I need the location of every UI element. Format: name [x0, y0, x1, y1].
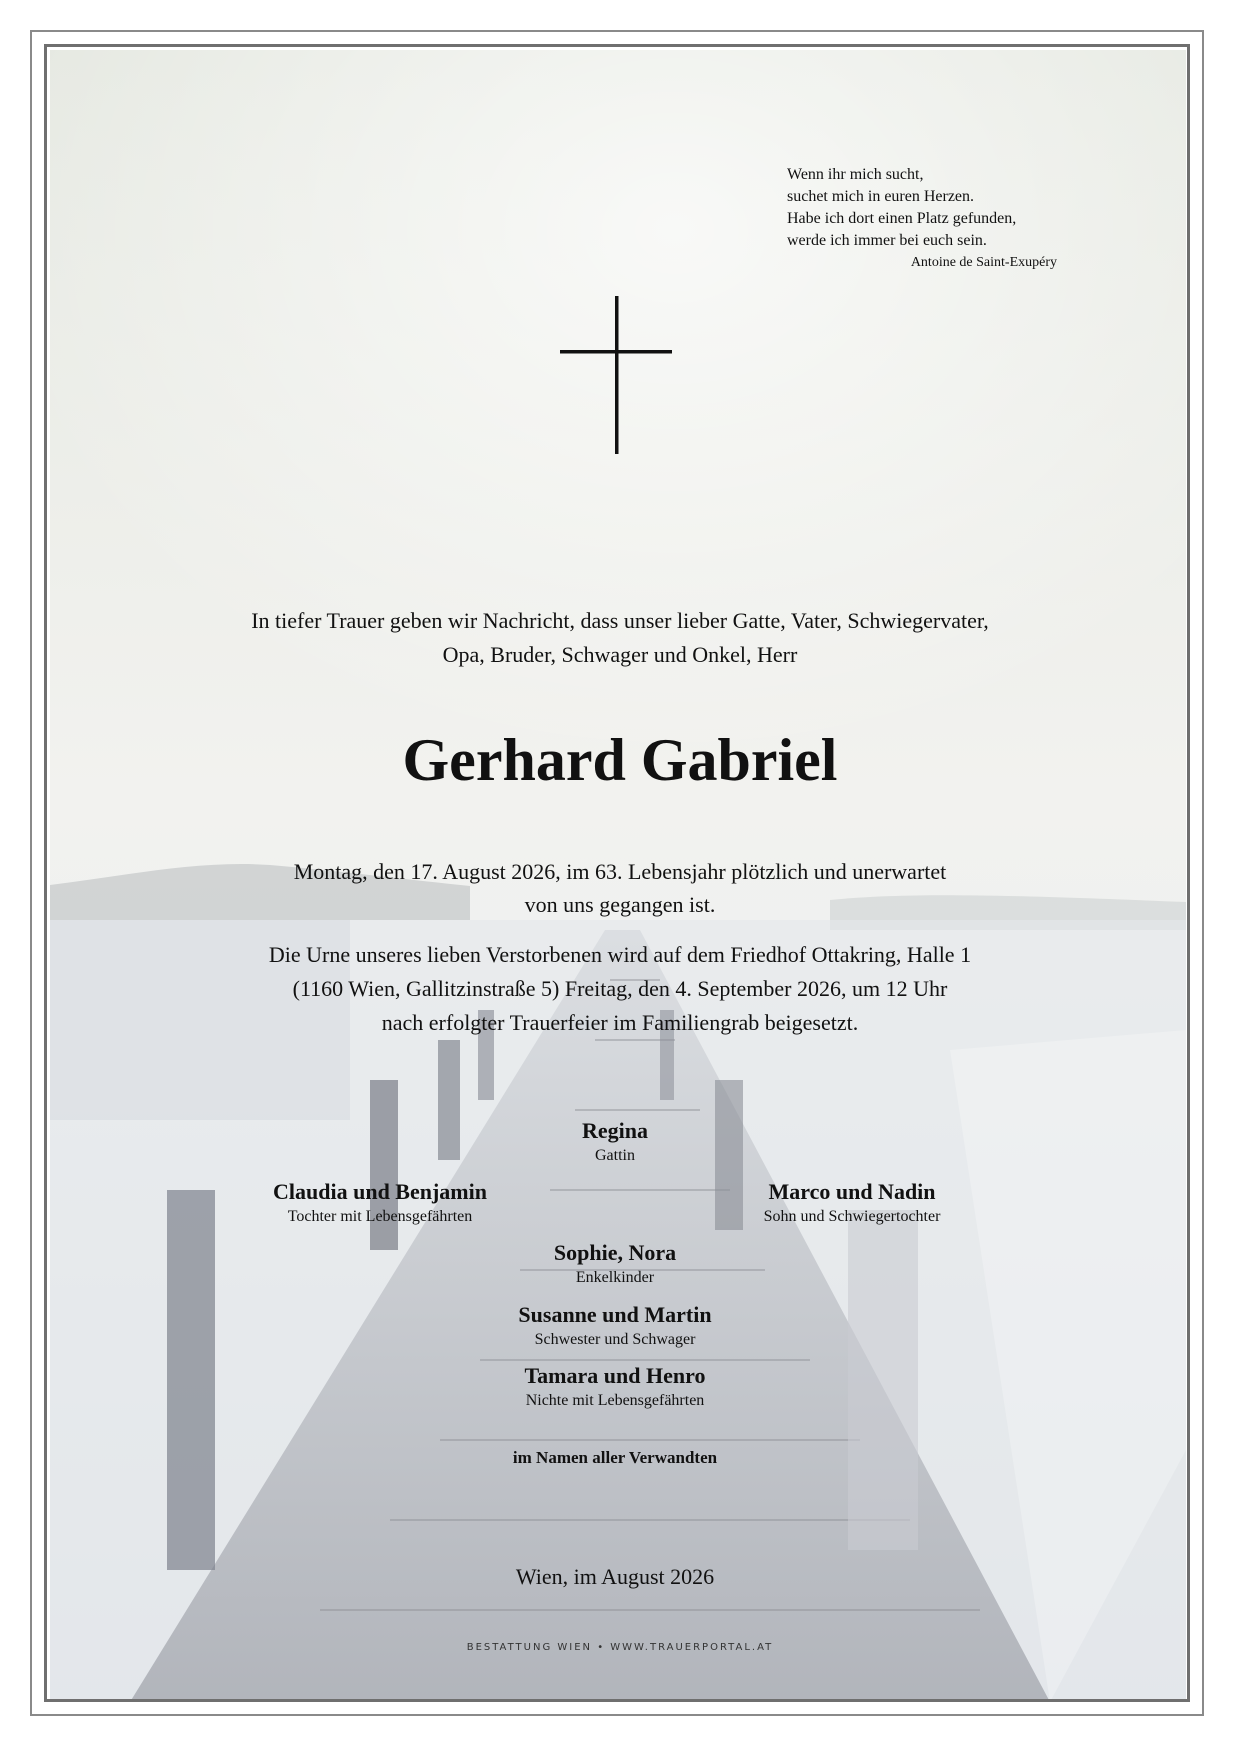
- mourner-relation: Enkelkinder: [575, 1269, 655, 1286]
- intro-text: [120, 604, 1120, 672]
- deceased-name: Gerhard Gabriel: [402, 727, 838, 793]
- mourner-spouse: [435, 1117, 795, 1167]
- memorial-quote: [787, 164, 1087, 274]
- mourner-name: Susanne und Martin: [518, 1302, 712, 1327]
- mourner-name: Sophie, Nora: [553, 1240, 677, 1265]
- mourner-siblings: [435, 1301, 795, 1351]
- intro-line: Opa, Bruder, Schwager und Onkel, Herr: [442, 642, 798, 667]
- mourner-relation: Schwester und Schwager: [534, 1331, 696, 1348]
- death-line: von uns gegangen ist.: [524, 892, 716, 917]
- footer-credit: BESTATTUNG WIEN • WWW.TRAUERPORTAL.AT: [466, 1642, 774, 1653]
- quote-line: werde ich immer bei euch sein.: [787, 232, 987, 249]
- mourner-niece: [435, 1362, 795, 1412]
- burial-line: (1160 Wien, Gallitzinstraße 5) Freitag, den 4. September 2026, um 12 Uhr: [292, 976, 948, 1001]
- mourner-relation: Sohn und Schwiegertochter: [763, 1208, 941, 1225]
- quote-line: Wenn ihr mich sucht,: [787, 166, 924, 183]
- mourner-left: [200, 1178, 560, 1228]
- mourner-grandchildren: [435, 1239, 795, 1289]
- mourner-name: Tamara und Henro: [524, 1363, 706, 1388]
- burial-line: Die Urne unseres lieben Verstorbenen wird auf dem Friedhof Ottakring, Halle 1: [268, 942, 972, 967]
- signoff: im Namen aller Verwandten: [512, 1448, 718, 1467]
- mourner-right: [672, 1178, 1032, 1228]
- burial-line: nach erfolgter Trauerfeier im Familiengrab beigesetzt.: [381, 1010, 859, 1035]
- quote-line: suchet mich in euren Herzen.: [787, 188, 975, 205]
- quote-line: Habe ich dort einen Platz gefunden,: [787, 210, 1017, 227]
- death-notice: [120, 855, 1120, 921]
- quote-author: Antoine de Saint-Exupéry: [910, 255, 1057, 270]
- intro-line: In tiefer Trauer geben wir Nachricht, dass unser lieber Gatte, Vater, Schwiegervater,: [251, 608, 989, 633]
- burial-notice: [120, 938, 1120, 1040]
- date-place: Wien, im August 2026: [515, 1564, 715, 1589]
- mourner-relation: Nichte mit Lebensgefährten: [525, 1392, 705, 1409]
- death-line: Montag, den 17. August 2026, im 63. Lebensjahr plötzlich und unerwartet: [293, 859, 947, 884]
- mourner-relation: Gattin: [595, 1147, 635, 1164]
- mourner-relation: Tochter mit Lebensgefährten: [287, 1208, 473, 1225]
- mourner-name: Regina: [582, 1118, 648, 1143]
- cross-icon: [560, 296, 675, 456]
- mourner-name: Claudia und Benjamin: [273, 1179, 487, 1204]
- mourner-name: Marco und Nadin: [768, 1179, 936, 1204]
